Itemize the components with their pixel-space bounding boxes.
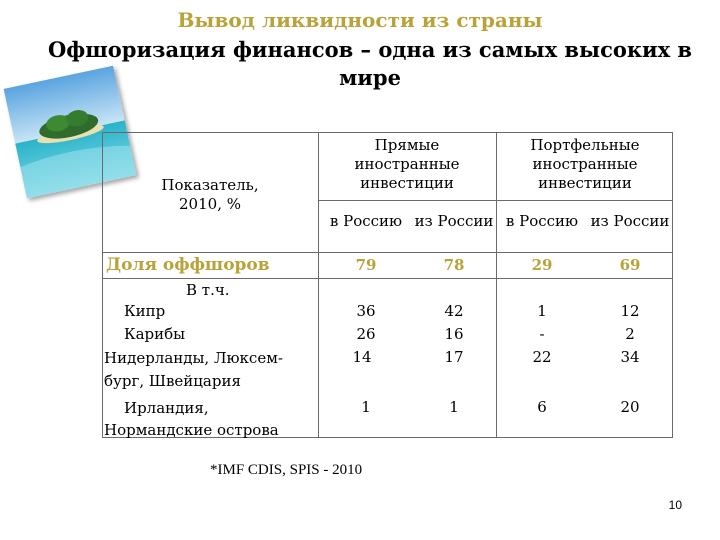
- table-cell: 1: [449, 398, 459, 416]
- offshore-share-label: Доля оффшоров: [106, 255, 270, 275]
- table-subheader-rule-portfolio: [496, 200, 673, 201]
- row-label-caribbean: Карибы: [124, 325, 186, 343]
- table-cell: 16: [444, 325, 464, 343]
- table-left-border: [102, 132, 103, 438]
- table-subheader: в Россию: [505, 212, 579, 230]
- table-cell: 1: [361, 398, 371, 416]
- table-cell: 20: [620, 398, 640, 416]
- table-top-rule: [102, 132, 673, 133]
- table-offshore-rule: [102, 278, 673, 279]
- table-cell: 34: [620, 348, 640, 366]
- table-header-rule: [102, 252, 673, 253]
- table-indicator-header: Показатель, 2010, %: [161, 176, 259, 213]
- table-group-header-fdi: Прямые иностранные инвестиции: [354, 136, 460, 192]
- table-group-header-portfolio: Портфельные иностранные инвестиции: [530, 136, 640, 192]
- table-subheader: из России: [590, 212, 670, 230]
- page-number: 10: [668, 498, 682, 512]
- including-label: В т.ч.: [186, 281, 230, 299]
- offshore-value: 69: [619, 256, 641, 274]
- offshore-value: 79: [355, 256, 377, 274]
- table-subheader: из России: [414, 212, 494, 230]
- source-footnote: *IMF CDIS, SPIS - 2010: [210, 462, 363, 478]
- table-cell: 26: [356, 325, 376, 343]
- table-column-divider-1: [318, 132, 319, 438]
- table-column-divider-2: [496, 132, 497, 438]
- slide-subtitle: Вывод ликвидности из страны: [177, 8, 543, 32]
- table-cell: 6: [537, 398, 547, 416]
- offshore-value: 29: [531, 256, 553, 274]
- row-label-cyprus: Кипр: [124, 302, 166, 320]
- table-cell: 14: [352, 348, 372, 366]
- table-subheader-rule-fdi: [318, 200, 496, 201]
- table-cell: 36: [356, 302, 376, 320]
- table-cell: 17: [444, 348, 464, 366]
- table-cell: 42: [444, 302, 464, 320]
- row-label-ireland: Ирландия, Нормандские острова: [104, 399, 279, 439]
- row-label-netherlands: Нидерланды, Люксем-бург, Швейцария: [104, 349, 283, 390]
- table-right-border: [672, 132, 673, 438]
- offshore-value: 78: [443, 256, 465, 274]
- table-cell: 1: [537, 302, 547, 320]
- slide-title: Офшоризация финансов – одна из самых высоких в мире: [47, 37, 693, 90]
- table-cell: 12: [620, 302, 640, 320]
- table-cell: 2: [625, 325, 635, 343]
- table-subheader: в Россию: [329, 212, 403, 230]
- table-cell: -: [539, 325, 545, 343]
- table-cell: 22: [532, 348, 552, 366]
